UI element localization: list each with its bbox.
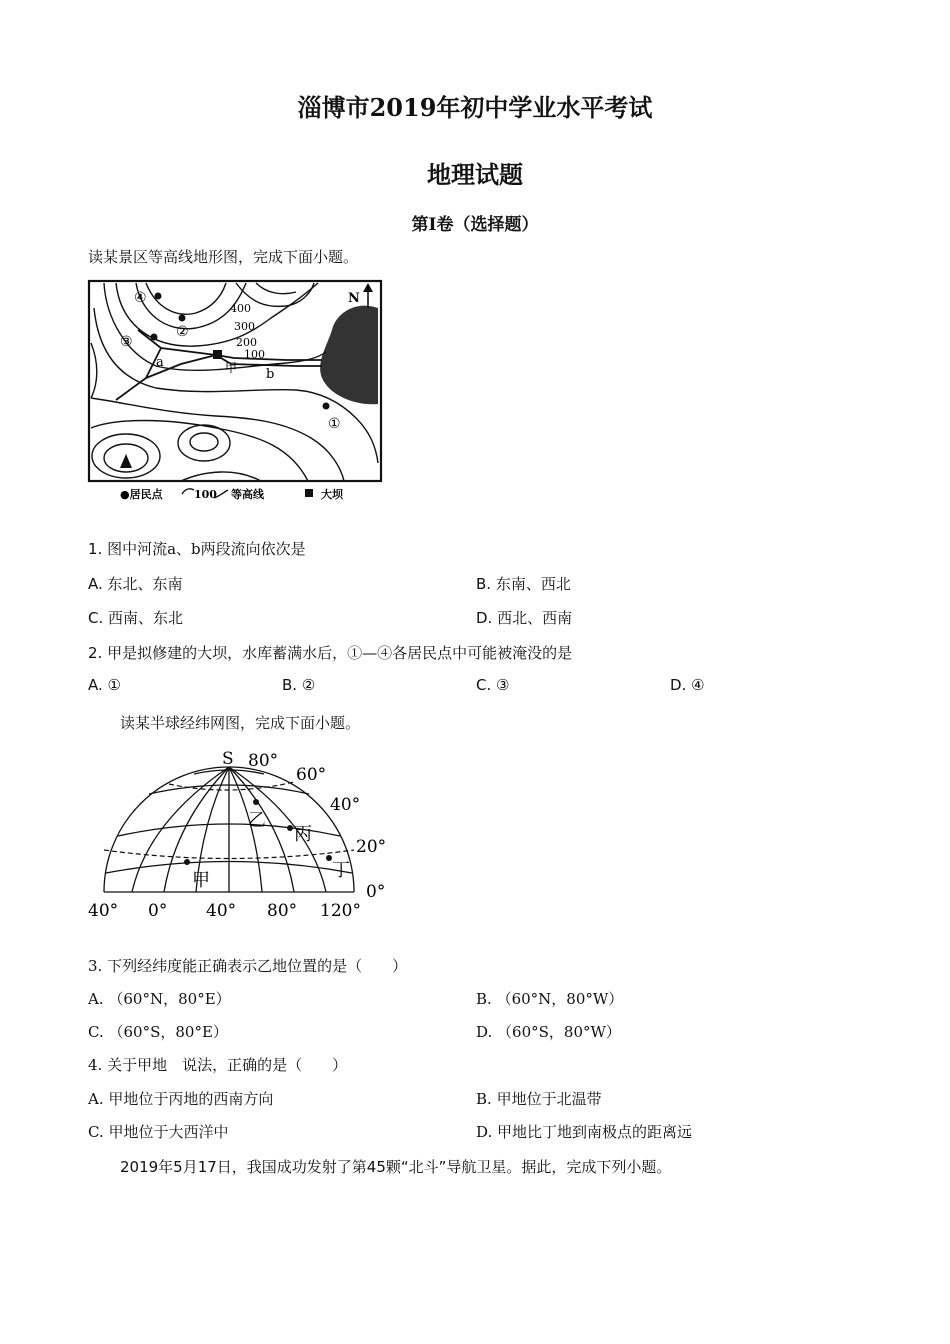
group2-intro: 读某半球经纬网图，完成下面小题。 — [120, 714, 361, 732]
option-letter: A. — [88, 676, 103, 694]
option-letter: B. — [476, 1090, 492, 1108]
option-letter: D. — [476, 1123, 493, 1141]
pole-label: S — [222, 749, 234, 769]
q3-option-b[interactable] — [476, 988, 623, 1009]
lon-label-40e: 40° — [206, 901, 237, 921]
legend-contour: 等高线 — [231, 488, 264, 501]
lon-label-40w: 40° — [88, 901, 119, 921]
contour-label-200: 200 — [236, 336, 257, 349]
point-label-bing: 丙 — [294, 824, 312, 845]
q1-option-c[interactable] — [88, 607, 183, 628]
option-text: （60°S，80°W） — [497, 1023, 621, 1041]
option-text: ② — [301, 676, 316, 694]
north-label: N — [348, 291, 360, 306]
option-letter: C. — [88, 609, 104, 627]
q1-option-d[interactable] — [476, 607, 572, 628]
dam-label: 甲 — [225, 361, 238, 375]
q3-option-d[interactable] — [476, 1021, 621, 1042]
river-label-b: b — [266, 367, 275, 382]
option-text: 东北、东南 — [107, 575, 183, 593]
contour-label-300: 300 — [234, 320, 255, 333]
q1-option-b[interactable] — [476, 573, 571, 594]
legend-dam: 大坝 — [321, 488, 343, 501]
question-4 — [88, 1054, 347, 1075]
subject-title: 地理试题 — [427, 160, 523, 189]
option-text: （60°N，80°E） — [108, 990, 231, 1008]
question-stem: 图中河流a、b两段流向依次是 — [107, 540, 306, 558]
question-number: 2. — [88, 644, 103, 662]
option-text: 东南、西北 — [495, 575, 571, 593]
option-text: 甲地位于大西洋中 — [108, 1123, 229, 1141]
contour-label-400: 400 — [230, 302, 251, 315]
lat-label-20: 20° — [356, 837, 387, 857]
legend-contour-value: 100 — [194, 488, 217, 501]
question-2 — [88, 642, 572, 663]
option-text: 西南、东北 — [108, 609, 184, 627]
question-number: 1. — [88, 540, 103, 558]
lon-label-120: 120° — [320, 901, 361, 921]
option-letter: A. — [88, 990, 104, 1008]
q4-option-a[interactable] — [88, 1088, 273, 1109]
option-text: （60°S，80°E） — [108, 1023, 228, 1041]
q3-option-a[interactable] — [88, 988, 231, 1009]
point-label-ding: 丁 — [332, 860, 350, 881]
point-label-jia: 甲 — [192, 870, 210, 891]
option-text: ④ — [691, 676, 705, 694]
option-letter: C. — [88, 1123, 104, 1141]
option-text: 西北、西南 — [497, 609, 573, 627]
lat-label-60: 60° — [296, 765, 327, 785]
option-text: ① — [107, 676, 121, 694]
lat-label-0: 0° — [366, 882, 386, 902]
option-text: 甲地位于北温带 — [496, 1090, 602, 1108]
page-title: 淄博市2019年初中学业水平考试 — [297, 93, 653, 122]
question-stem: 下列经纬度能正确表示乙地位置的是（ ） — [107, 957, 408, 975]
question-1 — [88, 538, 306, 559]
q2-option-b[interactable] — [282, 676, 315, 694]
question-3 — [88, 955, 407, 976]
lat-label-40: 40° — [330, 795, 361, 815]
place-4: ④ — [134, 290, 147, 306]
question-stem: 关于甲地 说法，正确的是（ ） — [107, 1056, 348, 1074]
contour-label-100: 100 — [244, 348, 265, 361]
option-letter: B. — [282, 676, 298, 694]
group1-intro: 读某景区等高线地形图，完成下面小题。 — [88, 248, 359, 266]
option-letter: B. — [476, 575, 492, 593]
option-letter: D. — [476, 1023, 493, 1041]
river-label-a: a — [156, 355, 164, 370]
contour-map — [86, 278, 386, 504]
option-letter: B. — [476, 990, 492, 1008]
dam-marker — [213, 350, 222, 359]
option-letter: C. — [88, 1023, 104, 1041]
place-1: ① — [328, 416, 341, 432]
q1-option-a[interactable] — [88, 573, 183, 594]
q2-option-a[interactable] — [88, 676, 121, 694]
section-title: 第Ⅰ卷（选择题） — [411, 215, 539, 235]
latlong-grid — [84, 742, 394, 922]
option-text: ③ — [496, 676, 510, 694]
lat-label-80: 80° — [248, 751, 279, 771]
q2-option-d[interactable] — [670, 676, 705, 694]
lon-label-0: 0° — [148, 901, 168, 921]
q3-option-c[interactable] — [88, 1021, 228, 1042]
q4-option-d[interactable] — [476, 1121, 692, 1142]
option-letter: A. — [88, 575, 103, 593]
q4-option-b[interactable] — [476, 1088, 602, 1109]
q4-option-c[interactable] — [88, 1121, 229, 1142]
question-number: 3. — [88, 957, 103, 975]
question-number: 4. — [88, 1056, 103, 1074]
lon-label-80: 80° — [267, 901, 298, 921]
legend-settlement: ●居民点 — [120, 488, 163, 501]
option-letter: C. — [476, 676, 492, 694]
place-2: ② — [176, 324, 189, 340]
option-letter: D. — [670, 676, 687, 694]
option-text: 甲地比丁地到南极点的距离远 — [497, 1123, 693, 1141]
group3-intro: 2019年5月17日，我国成功发射了第45颗“北斗”导航卫星。据此，完成下列小题。 — [120, 1158, 672, 1176]
option-text: （60°N，80°W） — [496, 990, 624, 1008]
place-3: ③ — [120, 334, 133, 350]
point-label-yi: 乙 — [248, 810, 266, 831]
question-stem: 甲是拟修建的大坝，水库蓄满水后，①—④各居民点中可能被淹没的是 — [107, 644, 573, 662]
option-letter: A. — [88, 1090, 104, 1108]
q2-option-c[interactable] — [476, 676, 509, 694]
option-letter: D. — [476, 609, 493, 627]
option-text: 甲地位于丙地的西南方向 — [108, 1090, 274, 1108]
